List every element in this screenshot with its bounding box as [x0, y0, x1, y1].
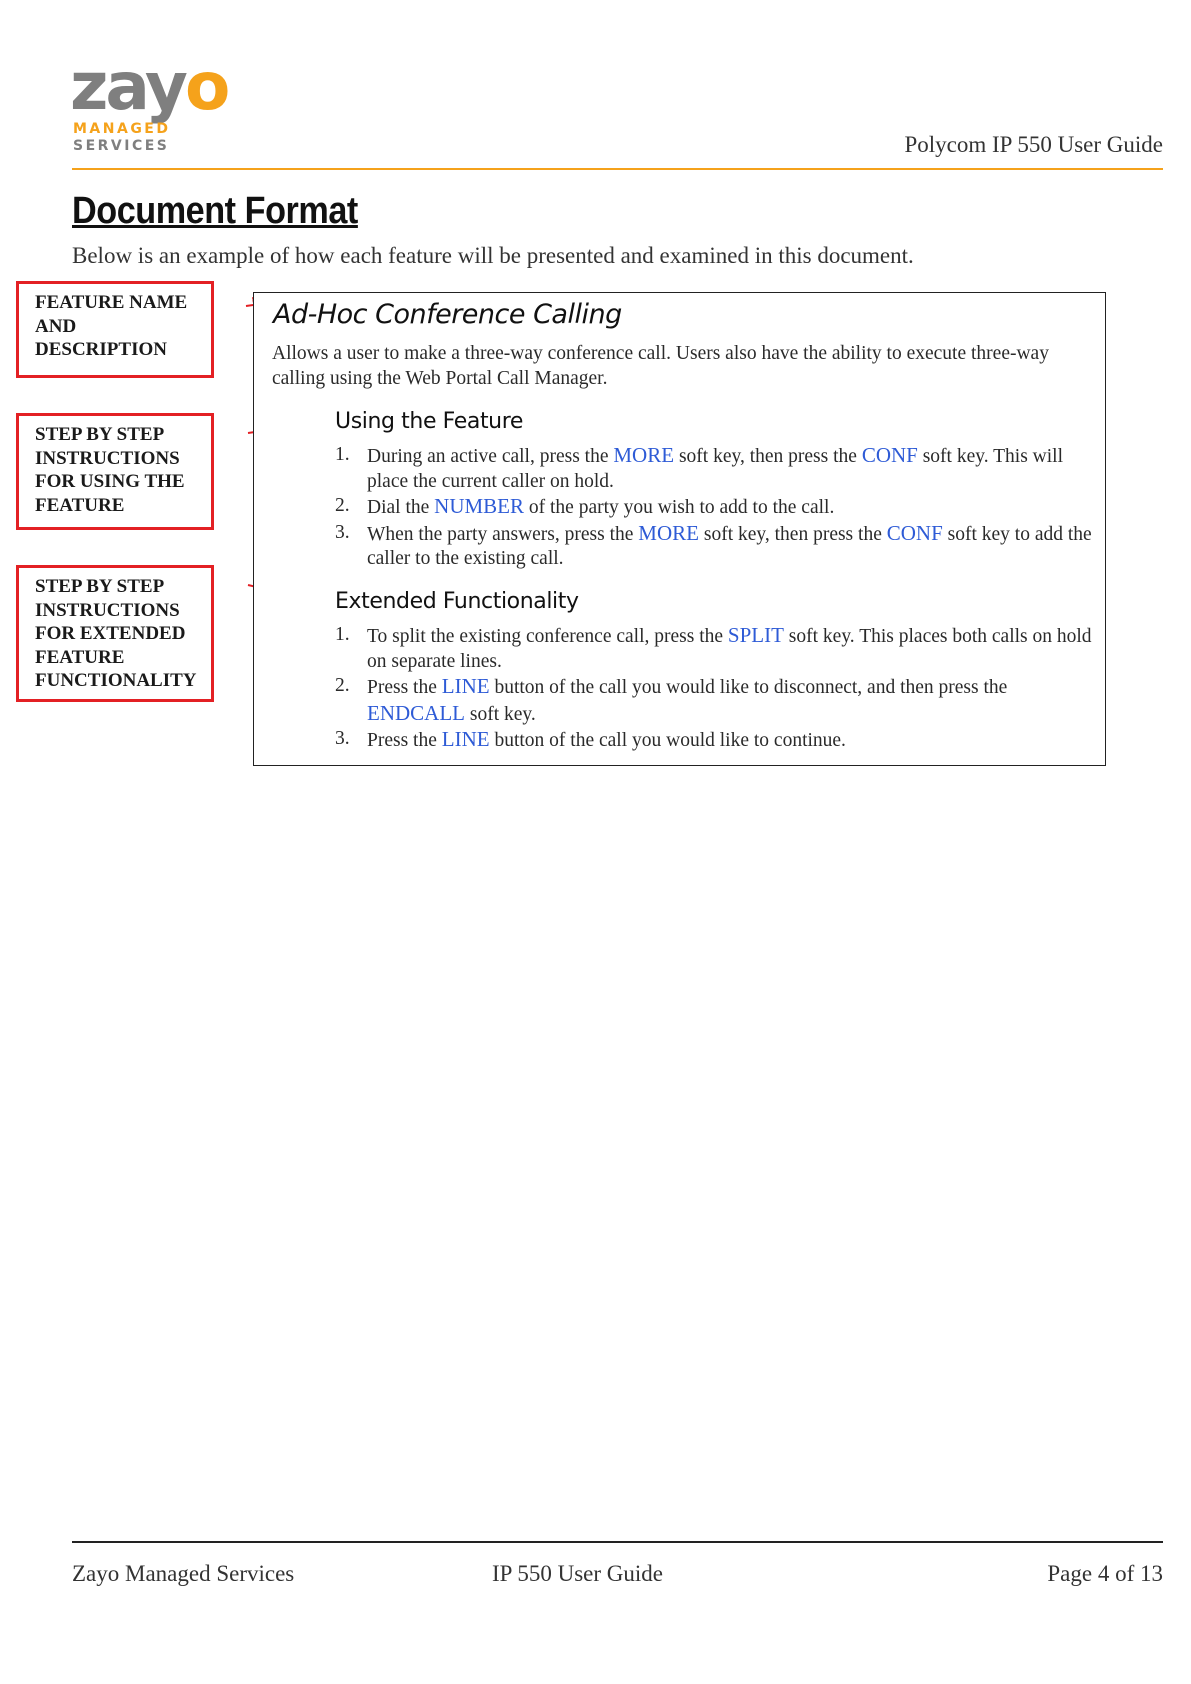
logo-managed: MANAGED [73, 121, 171, 137]
list-item: 3. Press the LINE button of the call you would like to continue. [335, 727, 846, 751]
step-number: 1. [335, 444, 350, 465]
footer-page-number: Page 4 of 13 [1047, 1561, 1163, 1586]
list-item: 2. Press the LINE button of the call you would like to disconnect, and then press the ENDCALL soft key. [335, 674, 1008, 725]
keyword-number: NUMBER [434, 494, 525, 518]
zayo-logo [70, 48, 260, 158]
feature-example-box [253, 292, 1106, 766]
keyword-more: MORE [638, 520, 699, 545]
section-heading-using: Using the Feature [335, 409, 524, 434]
list-item: 1. During an active call, press the MORE soft key, then press the CONF soft key. This will place the current caller on hold. [335, 443, 1064, 492]
page-title: Document Format [72, 190, 358, 232]
footer-company: Zayo Managed Services [72, 1561, 295, 1586]
steps-using [335, 443, 1095, 572]
steps-extended [335, 623, 1095, 754]
footer-guide-title: IP 550 User Guide [492, 1561, 663, 1586]
header-title: Polycom IP 550 User Guide [904, 132, 1163, 157]
callout-label: STEP BY STEP INSTRUCTIONS FOR USING THE FEATURE [35, 424, 185, 516]
step-number: 2. [335, 675, 350, 696]
header-divider [72, 168, 1163, 170]
logo-services: SERVICES [73, 138, 170, 154]
step-number: 2. [335, 495, 350, 516]
keyword-conf: CONF [886, 520, 943, 545]
callout-feature-name [16, 281, 214, 378]
section-heading-extended: Extended Functionality [335, 589, 579, 614]
keyword-split: SPLIT [727, 623, 784, 647]
feature-title: Ad-Hoc Conference Calling [273, 299, 622, 330]
callout-label: STEP BY STEP INSTRUCTIONS FOR EXTENDED FEATURE FUNCTIONALITY [35, 576, 197, 691]
footer-divider [72, 1541, 1163, 1543]
keyword-endcall: ENDCALL [367, 700, 465, 725]
list-item: 2. Dial the NUMBER of the party you wish to add to the call. [335, 494, 835, 518]
step-number: 3. [335, 728, 350, 749]
list-item: 1. To split the existing conference call, press the SPLIT soft key. This places both calls on hold on separate lines. [335, 623, 1092, 672]
feature-description: Allows a user to make a three-way conference call. Users also have the ability to execute three-way calling using the Web Portal Call Manager. [272, 343, 1049, 389]
logo-wordmark: zayo [70, 48, 228, 125]
keyword-more: MORE [613, 443, 675, 467]
step-number: 1. [335, 624, 350, 645]
keyword-conf: CONF [861, 443, 918, 467]
keyword-line: LINE [441, 727, 490, 751]
callout-label: FEATURE NAME AND DESCRIPTION [35, 292, 188, 360]
keyword-line: LINE [441, 674, 490, 698]
intro-text: Below is an example of how each feature will be presented and examined in this document. [72, 243, 914, 268]
step-number: 3. [335, 521, 350, 543]
list-item: 3. When the party answers, press the MORE soft key, then press the CONF soft key to add the caller to the existing call. [335, 520, 1092, 569]
callout-extended-feature [16, 565, 214, 702]
callout-using-feature [16, 413, 214, 530]
